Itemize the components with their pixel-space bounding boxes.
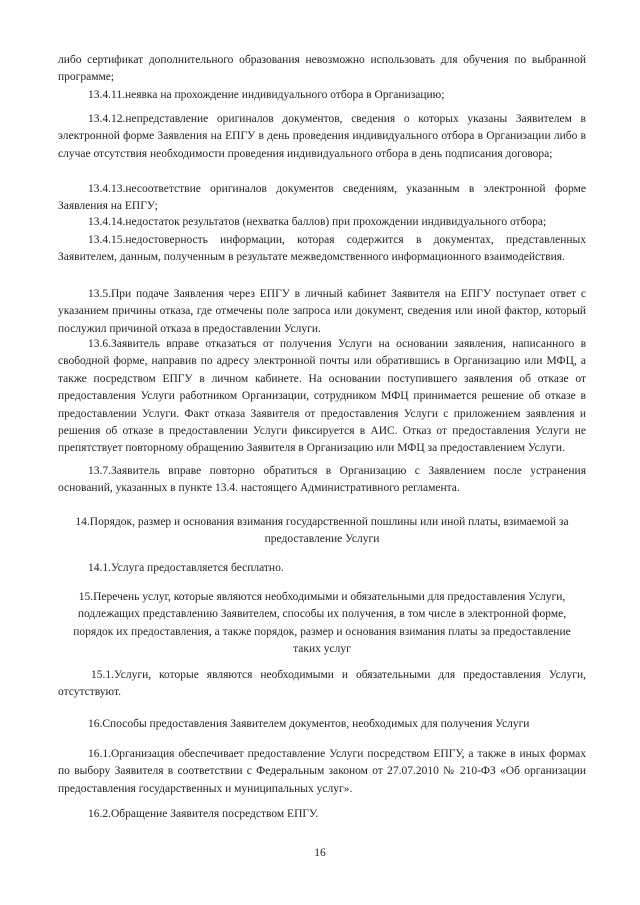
- paragraph-15-1: 15.1.Услуги, которые являются необходимыми и обязательными для предоставления Услуги, отсутствуют.: [58, 669, 586, 699]
- paragraph-13-7: 13.7.Заявитель вправе повторно обратиться в Организацию с Заявлением после устранения оснований, указанных в пункте 13.4. настоящего Административного регламента.: [58, 465, 586, 495]
- paragraph-16-2: 16.2.Обращение Заявителя посредством ЕПГУ.: [88, 808, 319, 820]
- paragraph-13-6: 13.6.Заявитель вправе отказаться от получения Услуги на основании заявления, написанного в свободной форме, направив по адресу электронной почты или обратившись в Организацию или МФЦ, а также посредством ЕПГУ в личном кабинете. На основании поступившего заявления об отказе от предоставления Услуги работником Организации, сотрудником МФЦ принимается решение об отказе в предоставлении Услуги. Факт отказа Заявителя от предоставления Услуги с приложением заявления и решения об отказе в предоставлении Услуги фиксируется в АИС. Отказ от предоставления Услуги не препятствует повторному обращению Заявителя в Организацию или МФЦ за предоставлением Услуги.: [58, 338, 586, 455]
- page-number: 16: [314, 847, 326, 859]
- paragraph-13-4-13: 13.4.13.несоответствие оригиналов документов сведениям, указанным в электронной форме Заявления на ЕПГУ;: [58, 183, 586, 213]
- paragraph-13-4-15: 13.4.15.недостоверность информации, которая содержится в документах, представленных Заявителем, данным, полученным в результате межведомственного информационного взаимодействия.: [58, 234, 586, 264]
- section-16-heading: 16.Способы предоставления Заявителем документов, необходимых для получения Услуги: [88, 718, 530, 730]
- paragraph-16-1: 16.1.Организация обеспечивает предоставление Услуги посредством ЕПГУ, а также в иных формах по выбору Заявителя в соответствии с Федеральным законом от 27.07.2010 № 210-ФЗ «Об организации предоставления государственных и муниципальных услуг».: [58, 748, 586, 795]
- paragraph-13-5: 13.5.При подаче Заявления через ЕПГУ в личный кабинет Заявителя на ЕПГУ поступает ответ с указанием причины отказа, где отмечены поле запроса или документ, сведения или иной фактор, который послужил причиной отказа в предоставлении Услуги.: [58, 288, 586, 335]
- paragraph-14-1: 14.1.Услуга предоставляется бесплатно.: [88, 562, 284, 574]
- paragraph-13-4-11: 13.4.11.неявка на прохождение индивидуального отбора в Организацию;: [88, 89, 445, 101]
- section-14-heading: 14.Порядок, размер и основания взимания государственной пошлины или иной платы, взимаемой за предоставление Услуги: [75, 516, 569, 546]
- paragraph-13-4-10-cont: либо сертификат дополнительного образования невозможно использовать для обучения по выбранной программе;: [58, 54, 586, 84]
- section-15-heading: 15.Перечень услуг, которые являются необходимыми и обязательными для предоставления Услуги, подлежащих представлению Заявителем, способы их получения, в том числе в электронной форме, порядок их предоставления, а также порядок, размер и основания взимания платы за предоставление таких услуг: [73, 591, 571, 656]
- paragraph-13-4-12: 13.4.12.непредставление оригиналов документов, сведения о которых указаны Заявителем в электронной форме Заявления на ЕПГУ в день проведения индивидуального отбора в Организации либо в случае отсутствия необходимости проведения индивидуального отбора в день подписания договора;: [58, 113, 586, 160]
- paragraph-13-4-14: 13.4.14.недостаток результатов (нехватка баллов) при прохождении индивидуального отбора;: [88, 216, 547, 228]
